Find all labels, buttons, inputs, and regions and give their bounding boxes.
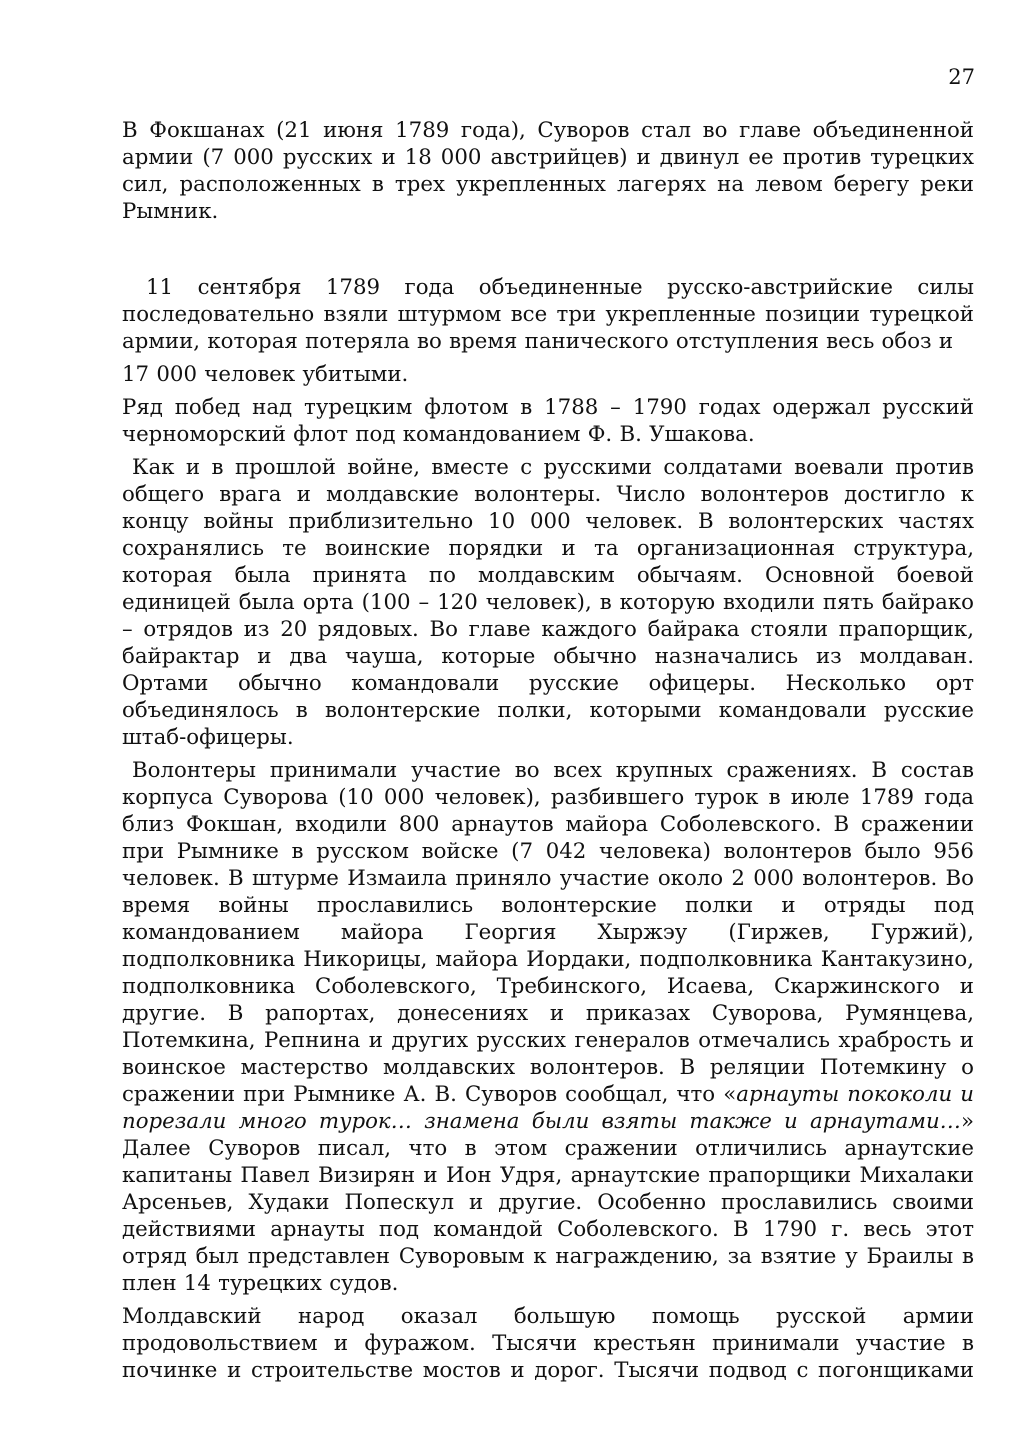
paragraph-rymnik-battle: 11 сентября 1789 года объединенные русско-австрийские силы последовательно взяли штурмом все три укрепленные позиции турецкой армии, которая потеряла во время панического отступления весь обоз и [122,275,974,354]
paragraph-volunteer-battles [122,757,974,1297]
paragraph-moldavian-volunteers: Как и в прошлой войне, вместе с русскими солдатами воевали против общего врага и молдавские волонтеры. Число волонтеров достигло к концу войны приблизительно 10 000 человек. В волонтерских частях сохранялись те воинские порядки и та организационная структура, которая была принята по молдавским обычаям. Основной боевой единицей была орта (100 – 120 человек), в которую входили пять байрако – отрядов из 20 рядовых. Во главе каждого байрака стояли прапорщик, байрактар и два чауша, которые обычно назначались из молдаван. Ортами обычно командовали русские офицеры. Несколько орт объединялось в волонтерские полки, которыми командовали русские штаб-офицеры. [122,455,974,750]
page-number: 27 [948,65,975,89]
paragraph-text: Волонтеры принимали участие во всех крупных сражениях. В состав корпуса Суворова (10 000 человек), разбившего турок в июле 1789 года близ Фокшан, входили 800 арнаутов майора Соболевского. В сражении при Рымнике в русском войске (7 042 человека) волонтеров было 956 человек. В штурме Измаила приняло участие около 2 000 волонтеров. Во время войны прославились волонтерские полки и отряды под командованием майора Георгия Хыржэу (Гиржев, Гуржий), подполковника Никорицы, майора Иордаки, подполковника Кантакузино, подполковника Соболевского, Требинского, Исаева, Скаржинского и другие. В рапортах, донесениях и приказах Суворова, Румянцева, Потемкина, Репнина и других русских генералов отмечались храбрость и воинское мастерство молдавских волонтеров. В реляции Потемкину о сражении при Рымнике А. В. Суворов сообщал, что « [122,758,974,1107]
page-body [122,117,974,1384]
paragraph-casualties: 17 000 человек убитыми. [122,362,409,387]
paragraph-black-sea-fleet: Ряд побед над турецким флотом в 1788 – 1790 годах одержал русский черноморский флот под командованием Ф. В. Ушакова. [122,395,974,447]
paragraph-fokshany: В Фокшанах (21 июня 1789 года), Суворов стал во главе объединенной армии (7 000 русских и 18 000 австрийцев) и двинул ее против турецких сил, расположенных в трех укрепленных лагерях на левом берегу реки Рымник. [122,118,974,224]
suvorov-quote: арнауты пококоли и порезали много турок… знамена были взяты также и арнаутами… [122,1082,974,1134]
paragraph-text: » Далее Суворов писал, что в этом сражении отличились арнаутские капитаны Павел Визирян и Ион Удря, арнаутские прапорщики Михалаки Арсеньев, Худаки Попескул и другие. Особенно прославились своими действиями арнауты под командой Соболевского. В 1790 г. весь этот отряд был представлен Суворовым к награждению, за взятие у Браилы в плен 14 турецких судов. [122,1109,974,1296]
paragraph-moldavian-people-help: Молдавский народ оказал большую помощь русской армии продовольствием и фуражом. Тысячи крестьян принимали участие в починке и строительстве мостов и дорог. Тысячи подвод с погонщиками [122,1304,974,1383]
